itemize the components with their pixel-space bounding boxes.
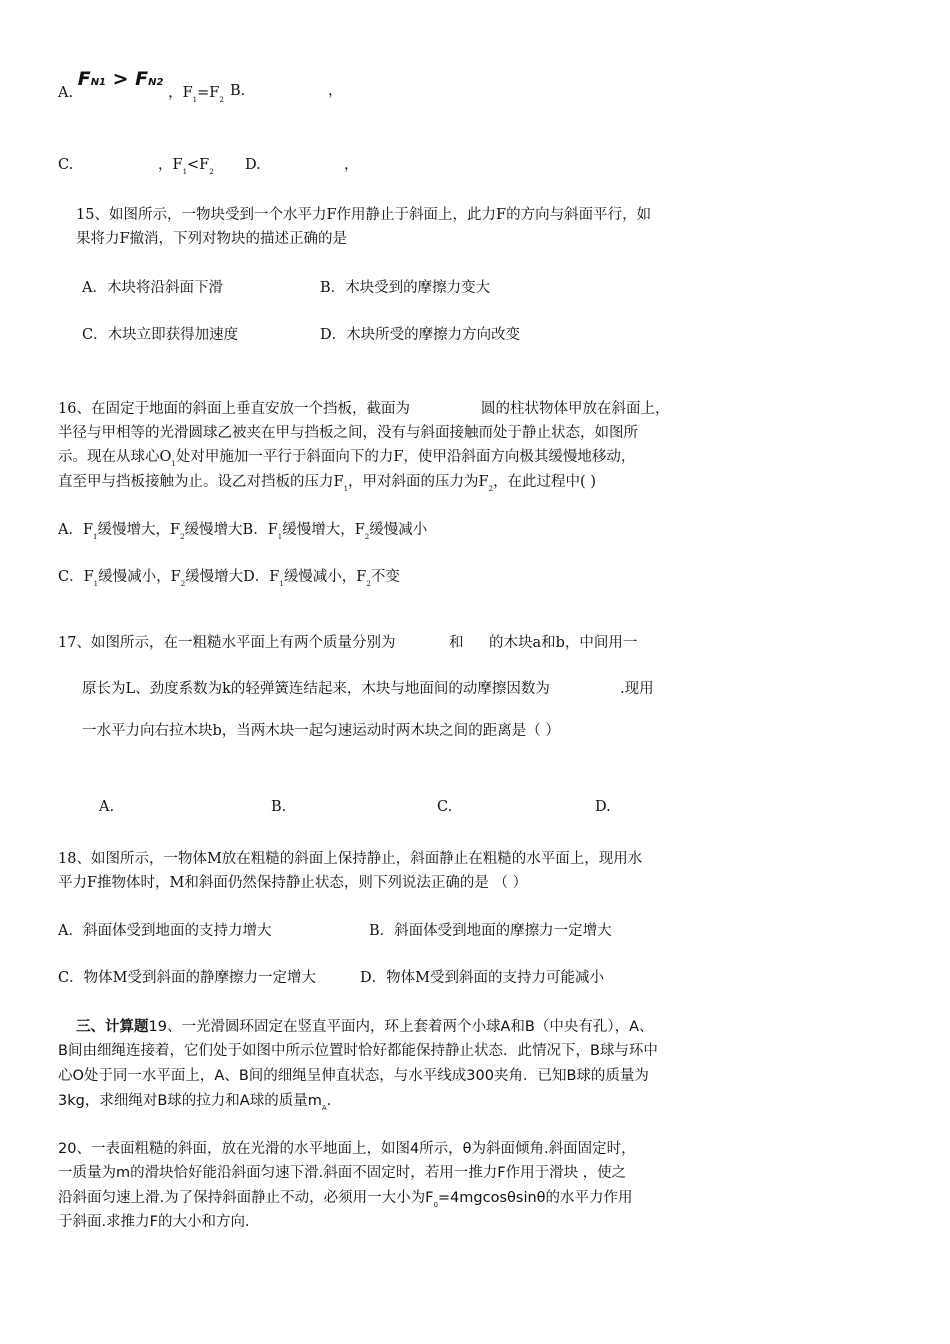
q15-option-c: C．木块立即获得加速度: [82, 327, 239, 343]
subscript: 2: [180, 533, 185, 541]
q20-line2: 一质量为m的滑块恰好能沿斜面匀速下滑.斜面不固定时，若用一推力F作用于滑块 ，使之: [58, 1165, 627, 1181]
q14-option-d-comma: ，: [344, 157, 359, 173]
subscript: 1: [192, 96, 198, 104]
subscript: 1: [279, 580, 284, 588]
subscript: 0: [433, 1201, 438, 1209]
formula-op: >: [106, 68, 136, 90]
q20-line3: [58, 1189, 633, 1209]
text: 处对甲施加一平行于斜面向下的力F，使甲沿斜面方向极其缓慢地移动，: [175, 449, 636, 465]
q17-stem-line1c: 的木块a和b，中间用一: [489, 635, 638, 651]
q15-option-a: A．木块将沿斜面下滑: [82, 280, 223, 296]
q19-line4: [58, 1092, 331, 1112]
text: A．F: [58, 522, 94, 538]
text: D．F: [243, 569, 280, 585]
subscript: 1: [93, 533, 98, 541]
subscript: 2: [209, 168, 214, 176]
q17-option-b: B.: [271, 799, 287, 815]
q17-stem-line1a: 17、如图所示，在一粗糙水平面上有两个质量分别为: [58, 635, 396, 651]
q15-option-d: D．木块所受的摩擦力方向改变: [320, 327, 521, 343]
subscript: 1: [343, 485, 349, 493]
subscript: 1: [93, 580, 99, 588]
text: C．F: [58, 569, 94, 585]
subscript: 1: [182, 168, 188, 176]
text: B．F: [242, 522, 278, 538]
q17-stem-line1b: 和: [449, 635, 464, 651]
q14-option-a-label: A.: [58, 85, 74, 101]
text: ，F: [158, 157, 183, 173]
q19-line3: 心O处于同一水平面上，A、B间的细绳呈伸直状态，与水平线成300夹角．已知B球的质量为: [58, 1068, 649, 1084]
text: ，在此过程中( ): [493, 474, 596, 490]
q14-option-a-eq: =F: [197, 85, 220, 101]
q14-option-a-formula: [78, 68, 164, 90]
text: 缓慢增大: [184, 522, 243, 538]
text: 缓慢减小，F: [283, 569, 367, 585]
formula-left: F: [77, 68, 91, 90]
q17-option-d: D.: [595, 799, 611, 815]
formula-right: F: [135, 68, 149, 90]
q15-stem-line2: 果将力F撤消，下列对物块的描述正确的是: [76, 231, 348, 247]
q18-option-a: A．斜面体受到地面的支持力增大: [58, 923, 272, 939]
q17-stem-line2b: .现用: [620, 681, 654, 697]
q19-line2: B间由细绳连接着，它们处于如图中所示位置时恰好都能保持静止状态．此情况下，B球与环中: [58, 1043, 658, 1059]
q14-option-a-rest: ，F: [168, 85, 193, 101]
section-heading: 三、计算题: [76, 1019, 149, 1035]
text: 不变: [370, 569, 400, 585]
text: 沿斜面匀速上滑.为了保持斜面静止不动，必须用一大小为F: [58, 1190, 434, 1206]
subscript: 1: [277, 533, 283, 541]
subscript: 2: [366, 580, 371, 588]
text: 缓慢减小，F: [98, 569, 181, 585]
q15-stem-line1: 15、如图所示，一物块受到一个水平力F作用静止于斜面上，此力F的方向与斜面平行，如: [76, 207, 652, 223]
text: 缓慢增大，F: [282, 522, 365, 538]
formula-left-sub: N1: [90, 77, 107, 88]
text: ，甲对斜面的压力为F: [348, 474, 489, 490]
q15-option-b: B．木块受到的摩擦力变大: [320, 280, 491, 296]
q16-stem-line3: [58, 448, 635, 468]
q18-option-c: C．物体M受到斜面的静摩擦力一定增大: [58, 970, 316, 986]
subscript: 2: [364, 533, 370, 541]
subscript: A: [321, 1104, 327, 1112]
subscript: 2: [219, 96, 224, 104]
text: 缓慢减小: [369, 522, 428, 538]
subscript: 2: [180, 580, 186, 588]
q18-option-b: B．斜面体受到地面的摩擦力一定增大: [369, 923, 612, 939]
subscript: 2: [488, 485, 494, 493]
q17-option-a: A.: [99, 799, 115, 815]
q20-line4: 于斜面.求推力F的大小和方向.: [58, 1214, 250, 1230]
q16-stem-line2: 半径与甲相等的光滑圆球乙被夹在甲与挡板之间，没有与斜面接触而处于静止状态，如图所: [58, 425, 638, 441]
text: 缓慢增大: [185, 569, 244, 585]
q17-stem-line2a: 原长为L、劲度系数为k的轻弹簧连结起来，木块与地面间的动摩擦因数为: [82, 681, 550, 697]
q17-option-c: C.: [437, 799, 453, 815]
q19-line1: [76, 1018, 653, 1036]
q14-option-d-label: D.: [245, 157, 261, 173]
text: 19、一光滑圆环固定在竖直平面内，环上套着两个小球A和B（中央有孔），A、: [148, 1019, 654, 1035]
q17-stem-line3: 一水平力向右拉木块b，当两木块一起匀速运动时两木块之间的距离是（ ）: [82, 723, 560, 739]
q18-stem-line2: 平力F推物体时，M和斜面仍然保持静止状态，则下列说法正确的是 （ ）: [58, 875, 528, 891]
text: 示。现在从球心O: [58, 449, 172, 465]
text: .: [326, 1093, 332, 1109]
q16-stem-line1a: 16、在固定于地面的斜面上垂直安放一个挡板，截面为: [58, 401, 410, 417]
q18-option-d: D．物体M受到斜面的支持力可能减小: [360, 970, 604, 986]
q14-option-c-label: C.: [58, 157, 74, 173]
q16-stem-line1b: 圆的柱状物体甲放在斜面上，: [481, 401, 670, 417]
text: <F: [187, 157, 210, 173]
q14-option-a: [58, 68, 224, 104]
q20-line1: 20、一表面粗糙的斜面，放在光滑的水平地面上，如图4所示，θ为斜面倾角.斜面固定时，: [58, 1141, 636, 1157]
q16-stem-line4: [58, 473, 596, 493]
q16-options-row2: [58, 568, 400, 588]
text: 缓慢增大，F: [97, 522, 181, 538]
text: 直至甲与挡板接触为止。设乙对挡板的压力F: [58, 474, 344, 490]
subscript: 1: [171, 460, 176, 468]
q14-option-c-rest: [158, 156, 214, 176]
text: 3kg，求细绳对B球的拉力和A球的质量m: [58, 1093, 322, 1109]
text: =4mgcosθsinθ的水平力作用: [437, 1190, 633, 1206]
q14-option-b-comma: ，: [328, 83, 343, 99]
formula-right-sub: N2: [148, 77, 164, 88]
q16-options-row1: [58, 521, 427, 541]
q18-stem-line1: 18、如图所示，一物体M放在粗糙的斜面上保持静止，斜面静止在粗糙的水平面上，现用水: [58, 851, 643, 867]
q14-option-b-label: B.: [230, 83, 246, 99]
